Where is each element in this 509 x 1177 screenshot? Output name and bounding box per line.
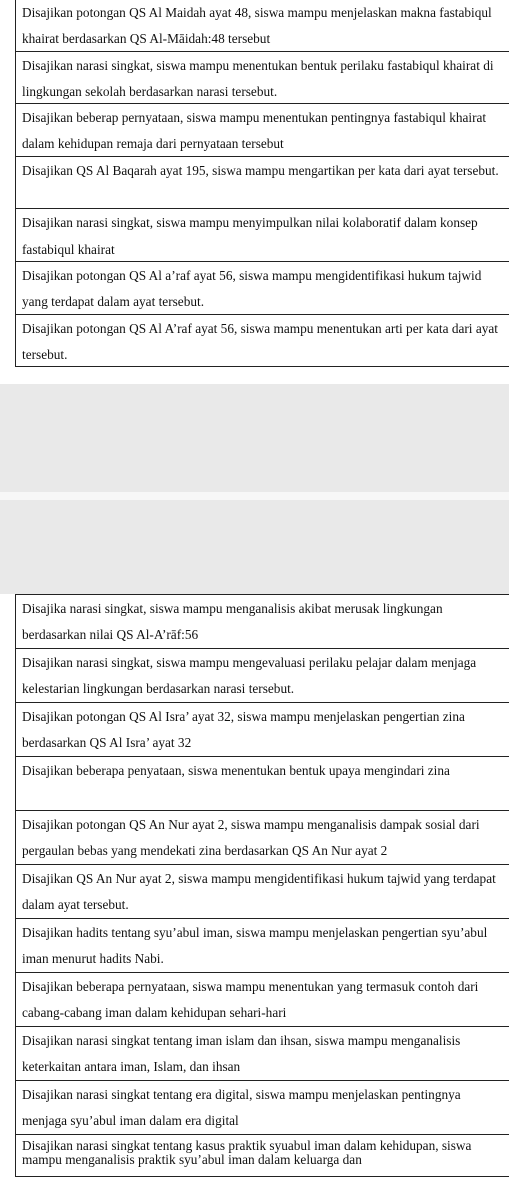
table-row: Disajikan hadits tentang syu’abul iman, siswa mampu menjelaskan pengertian syu’abul iman menurut hadits Nabi. <box>16 919 509 973</box>
table-row: Disajikan beberapa penyataan, siswa menentukan bentuk upaya mengindari zina <box>16 757 509 811</box>
table-row: Disajikan potongan QS Al A’raf ayat 56, siswa mampu menentukan arti per kata dari ayat tersebut. <box>16 315 509 368</box>
indicator-table-1 <box>15 0 509 367</box>
table-row: Disajika narasi singkat, siswa mampu menganalisis akibat merusak lingkungan berdasarkan nilai QS Al-A’rāf:56 <box>16 595 509 649</box>
page-gap <box>0 384 509 594</box>
table-row: Disajikan narasi singkat tentang kasus praktik syuabul iman dalam kehidupan, siswa mampu menganalisis praktik syu’abul iman dalam keluarga dan <box>16 1135 509 1177</box>
table-row: Disajikan narasi singkat, siswa mampu menyimpulkan nilai kolaboratif dalam konsep fastabiqul khairat <box>16 209 509 262</box>
table-row: Disajikan beberap pernyataan, siswa mampu menentukan pentingnya fastabiqul khairat dalam kehidupan remaja dari pernyataan tersebut <box>16 104 509 157</box>
table-row: Disajikan potongan QS An Nur ayat 2, siswa mampu menganalisis dampak sosial dari pergaulan bebas yang mendekati zina berdasarkan QS An Nur ayat 2 <box>16 811 509 865</box>
document-page-2 <box>0 594 509 1173</box>
table-row: Disajikan beberapa pernyataan, siswa mampu menentukan yang termasuk contoh dari cabang-cabang iman dalam kehidupan sehari-hari <box>16 973 509 1027</box>
table-row: Disajikan potongan QS Al Maidah ayat 48, siswa mampu menjelaskan makna fastabiqul khairat berdasarkan QS Al-Māidah:48 tersebut <box>16 0 509 52</box>
table-row: Disajikan narasi singkat, siswa mampu mengevaluasi perilaku pelajar dalam menjaga kelestarian lingkungan berdasarkan narasi tersebut. <box>16 649 509 703</box>
table-row: Disajikan QS An Nur ayat 2, siswa mampu mengidentifikasi hukum tajwid yang terdapat dalam ayat tersebut. <box>16 865 509 919</box>
page-separator <box>0 492 509 500</box>
table-row: Disajikan narasi singkat, siswa mampu menentukan bentuk perilaku fastabiqul khairat di lingkungan sekolah berdasarkan narasi tersebut. <box>16 52 509 105</box>
table-row: Disajikan QS Al Baqarah ayat 195, siswa mampu mengartikan per kata dari ayat tersebut. <box>16 157 509 210</box>
table-row: Disajikan potongan QS Al a’raf ayat 56, siswa mampu mengidentifikasi hukum tajwid yang terdapat dalam ayat tersebut. <box>16 262 509 315</box>
table-row: Disajikan narasi singkat tentang era digital, siswa mampu menjelaskan pentingnya menjaga syu’abul iman dalam era digital <box>16 1081 509 1135</box>
indicator-table-2 <box>15 594 509 1177</box>
table-row: Disajikan potongan QS Al Isra’ ayat 32, siswa mampu menjelaskan pengertian zina berdasarkan QS Al Isra’ ayat 32 <box>16 703 509 757</box>
table-row: Disajikan narasi singkat tentang iman islam dan ihsan, siswa mampu menganalisis keterkaitan antara iman, Islam, dan ihsan <box>16 1027 509 1081</box>
document-page-1 <box>0 0 509 384</box>
